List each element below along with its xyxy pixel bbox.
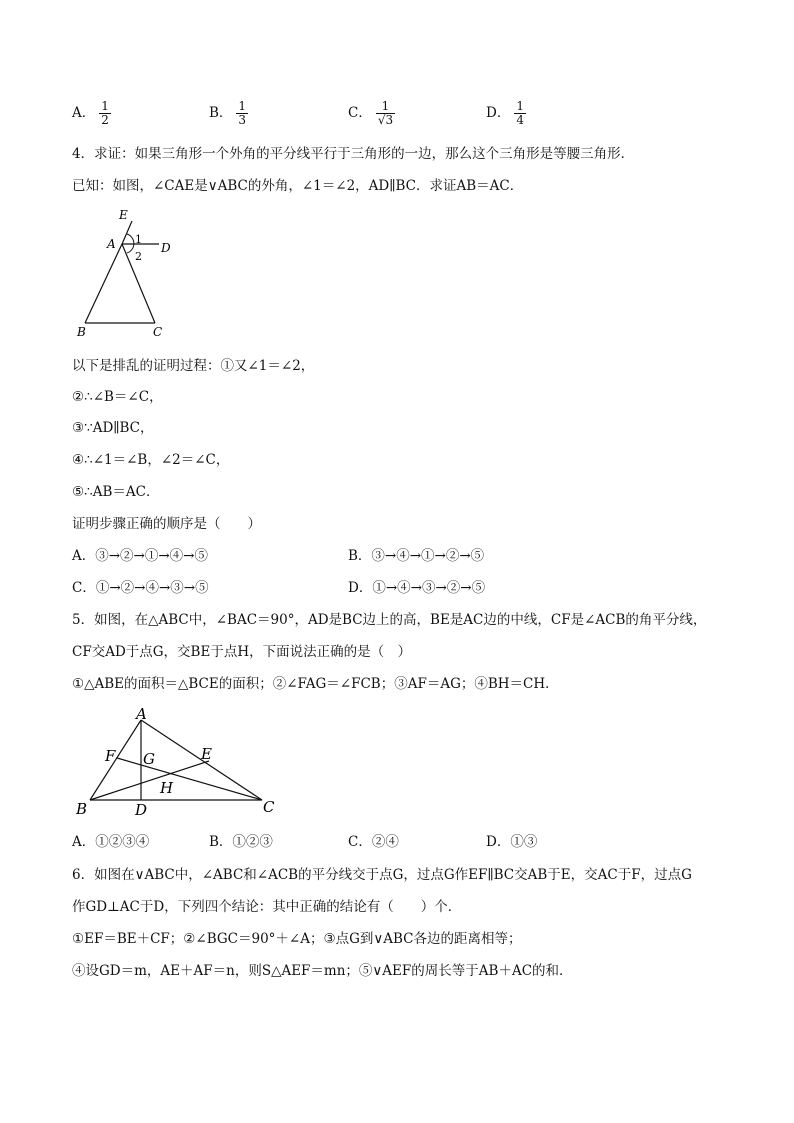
q5-line-1: 5．如图，在△ABC中，∠BAC＝90°，AD是BC边上的高，BE是AC边的中线，CF是∠ACB的角平分线， xyxy=(72,612,707,628)
q5-figure xyxy=(72,703,292,818)
q4-step-3: ③∵AD∥BC， xyxy=(72,420,154,436)
q5-label-e: E xyxy=(201,745,212,763)
q4-option-b: B．③→④→①→②→⑤ xyxy=(348,548,485,564)
q6-line-4: ④设GD＝m，AE＋AF＝n，则S△AEF＝mn；⑤∨AEF的周长等于AB＋AC的和． xyxy=(72,963,573,979)
q3-option-c xyxy=(348,100,395,127)
q6-line-3: ①EF＝BE＋CF；②∠BGC＝90°＋∠A；③点G到∨ABC各边的距离相等； xyxy=(72,931,522,947)
q5-option-a: A．①②③④ xyxy=(72,834,150,850)
q3-option-b-den: 3 xyxy=(238,113,247,127)
q3-option-b xyxy=(209,100,248,127)
q5-line-ab xyxy=(90,720,141,800)
q3-option-d-fraction xyxy=(514,100,526,127)
q5-label-b: B xyxy=(76,800,88,818)
q3-option-d-label: D． xyxy=(486,105,511,121)
q3-option-b-fraction xyxy=(236,100,248,127)
q4-step-5: ⑤∴AB＝AC． xyxy=(72,484,160,500)
q3-option-c-label: C． xyxy=(348,105,372,121)
q4-label-b: B xyxy=(77,325,86,339)
q3-option-b-num: 1 xyxy=(238,99,247,113)
q4-label-a: A xyxy=(107,237,116,251)
q4-option-d: D．①→④→③→②→⑤ xyxy=(348,580,486,596)
q4-figure xyxy=(72,205,182,345)
q3-option-a-fraction xyxy=(99,100,111,127)
q5-option-b: B．①②③ xyxy=(209,834,273,850)
q3-option-a-num: 1 xyxy=(101,99,109,113)
q5-label-a: A xyxy=(136,705,147,723)
q3-option-a xyxy=(72,100,111,127)
q5-option-d: D．①③ xyxy=(486,834,538,850)
q5-line-cf xyxy=(117,758,262,800)
q4-step-2: ②∴∠B＝∠C， xyxy=(72,389,163,405)
q3-option-a-den: 2 xyxy=(101,113,109,127)
q5-option-c: C．②④ xyxy=(348,834,399,850)
q4-option-c: C．①→②→④→③→⑤ xyxy=(72,580,209,596)
q3-option-a-label: A． xyxy=(72,105,96,121)
q5-label-h: H xyxy=(160,779,174,797)
q3-option-c-num: 1 xyxy=(376,100,395,114)
q3-option-b-label: B． xyxy=(209,105,233,121)
q4-option-a: A．③→②→①→④→⑤ xyxy=(72,548,208,564)
q6-line-2: 作GD⊥AC于D，下列四个结论：其中正确的结论有（ ）个． xyxy=(72,899,462,915)
q5-line-2: CF交AD于点G，交BE于点H，下面说法正确的是（ ） xyxy=(72,644,412,660)
q5-label-g: G xyxy=(143,750,155,768)
q3-option-d-den: 4 xyxy=(516,113,524,127)
q3-option-c-fraction xyxy=(376,100,395,127)
q4-label-2: 2 xyxy=(135,250,142,263)
q4-line-ae xyxy=(122,221,132,244)
q4-label-d: D xyxy=(161,241,171,255)
q4-label-e: E xyxy=(119,208,128,222)
q5-label-d: D xyxy=(135,801,148,819)
q4-label-1: 1 xyxy=(135,233,142,246)
q5-line-3: ①△ABE的面积＝△BCE的面积；②∠FAG＝∠FCB；③AF＝AG；④BH＝CH． xyxy=(72,676,559,692)
q3-option-c-den: √3 xyxy=(377,113,394,127)
q4-line-ab xyxy=(85,244,122,323)
q4-given: 已知：如图，∠CAE是∨ABC的外角，∠1＝∠2，AD∥BC．求证AB＝AC． xyxy=(72,178,524,194)
q4-title: 4．求证：如果三角形一个外角的平分线平行于三角形的一边，那么这个三角形是等腰三角形． xyxy=(72,146,635,162)
q4-step-4: ④∴∠1＝∠B，∠2＝∠C， xyxy=(72,452,230,468)
q4-label-c: C xyxy=(153,325,163,339)
q4-intro: 以下是排乱的证明过程：①又∠1＝∠2， xyxy=(72,358,315,374)
q5-label-f: F xyxy=(105,747,116,765)
q3-option-d xyxy=(486,100,526,127)
q5-label-c: C xyxy=(263,798,275,816)
q3-option-d-num: 1 xyxy=(516,99,524,113)
q4-question: 证明步骤正确的顺序是（ ） xyxy=(72,516,261,532)
q6-line-1: 6．如图在∨ABC中，∠ABC和∠ACB的平分线交于点G，过点G作EF∥BC交AB于E，交AC于F，过点G xyxy=(72,867,692,883)
